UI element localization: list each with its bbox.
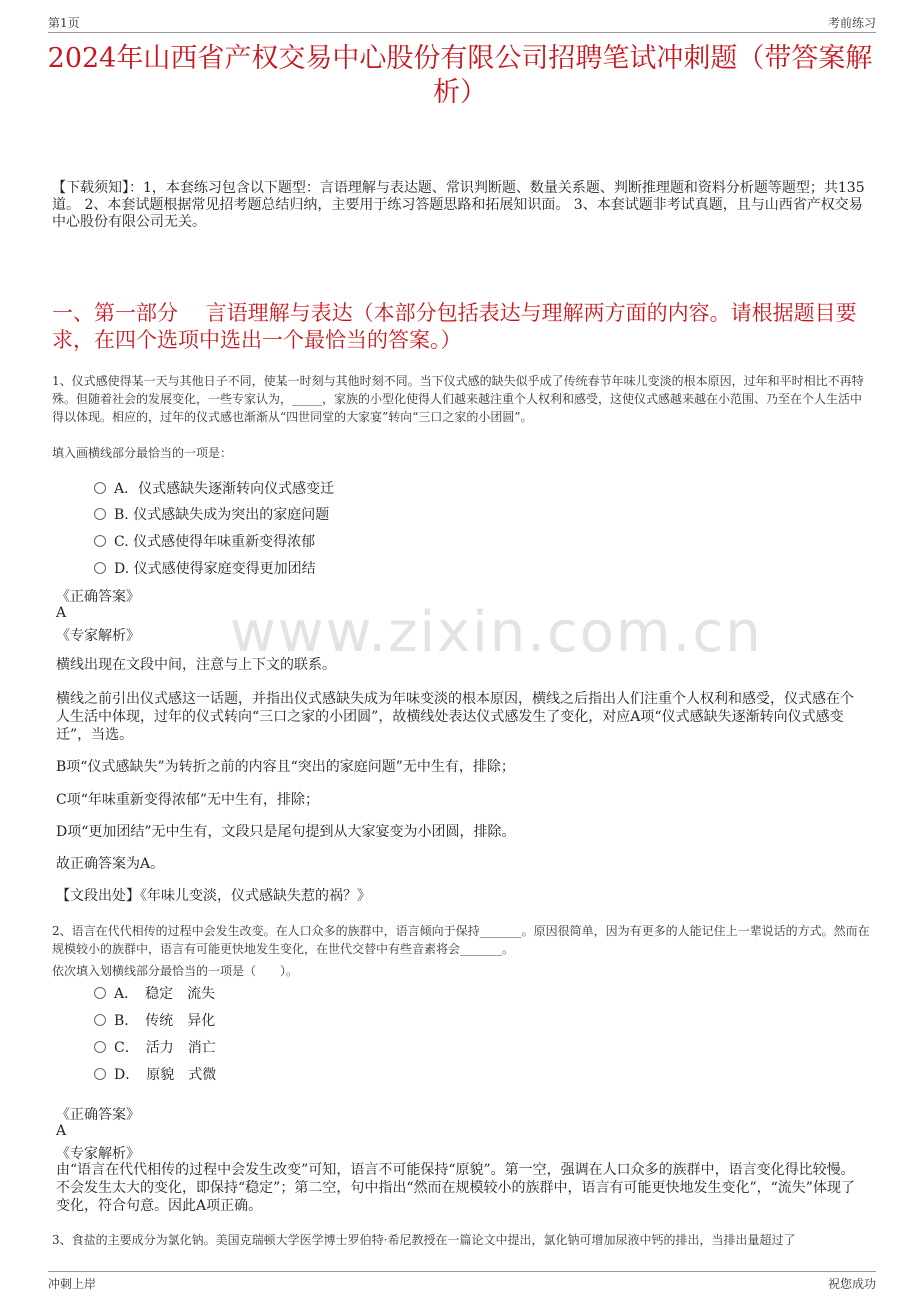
question-2-option-c[interactable]: C． 活力 消亡 (94, 1037, 216, 1057)
page-header (48, 12, 876, 33)
question-2-option-b[interactable]: B． 传统 异化 (94, 1010, 215, 1030)
radio-icon[interactable] (94, 535, 106, 547)
footer-left: 冲刺上岸 (48, 1277, 97, 1291)
question-2-option-a[interactable]: A． 稳定 流失 (94, 983, 215, 1003)
question-1-option-a[interactable]: A．仪式感缺失逐渐转向仪式感变迁 (94, 478, 334, 498)
analysis-paragraph: D项“更加团结”无中生有，文段只是尾句提到从大家宴变为小团圆，排除。 (56, 824, 516, 840)
section-title: 一、第一部分 言语理解与表达（本部分包括表达与理解两方面的内容。请根据题目要求，在四个选项中选出一个最恰当的答案。） (52, 301, 857, 352)
analysis-label: 《专家解析》 (56, 1146, 140, 1162)
header-label: 考前练习 (827, 16, 876, 30)
page-number: 第1页 (48, 16, 80, 30)
footer-right: 祝您成功 (827, 1277, 876, 1291)
analysis-paragraph: 横线之前引出仪式感这一话题，并指出仪式感缺失成为年味变淡的根本原因，横线之后指出人们注重个人权利和感受，仪式感在个人生活中体现，过年的仪式转向“三口之家的小团圆”，故横线处表达仪式感发生了变化，对应A项“仪式感缺失逐渐转向仪式感变迁”，当选。 (56, 691, 854, 743)
download-notice: 【下载须知】：1，本套练习包含以下题型：言语理解与表达题、常识判断题、数量关系题、判断推理题和资料分析题等题型；共135道。 2、本套试题根据常见招考题总结归纳，主要用于练习答题思路和拓展知识面。 3、本套试题非考试真题，且与山西省产权交易中心股份有限公司无关。 (52, 180, 865, 230)
analysis-paragraph: 横线出现在文段中间，注意与上下文的联系。 (56, 657, 336, 673)
document-title: 2024年山西省产权交易中心股份有限公司招聘笔试冲刺题（带答案解析） (47, 43, 873, 108)
question-2-prompt: 依次填入划横线部分最恰当的一项是（ ）。 (52, 964, 299, 978)
question-1-option-c[interactable]: C. 仪式感使得年味重新变得浓郁 (94, 531, 315, 551)
radio-icon[interactable] (94, 1014, 106, 1026)
analysis-label: 《专家解析》 (56, 628, 140, 644)
answer-value: A (56, 1123, 67, 1139)
question-1-option-b[interactable]: B. 仪式感缺失成为突出的家庭问题 (94, 504, 329, 524)
radio-icon[interactable] (94, 562, 106, 574)
analysis-paragraph: 故正确答案为A。 (56, 856, 165, 872)
question-3-text: 3、食盐的主要成分为氯化钠。美国克瑞顿大学医学博士罗伯特·希尼教授在一篇论文中提出，氯化钠可增加尿液中钙的排出，当排出量超过了 (52, 1233, 796, 1247)
radio-icon[interactable] (94, 508, 106, 520)
answer-label: 《正确答案》 (56, 589, 140, 605)
answer-value: A (56, 605, 67, 621)
question-1-option-d[interactable]: D. 仪式感使得家庭变得更加团结 (94, 558, 316, 578)
analysis-paragraph: C项“年味重新变得浓郁”无中生有，排除； (56, 792, 320, 808)
analysis-paragraph: B项“仪式感缺失”为转折之前的内容且“突出的家庭问题”无中生有，排除； (56, 759, 515, 775)
radio-icon[interactable] (94, 1068, 106, 1080)
analysis-paragraph: 由“语言在代代相传的过程中会发生改变”可知，语言不可能保持“原貌”。第一空，强调在人口众多的族群中，语言变化得比较慢。不会发生太大的变化，即保持“稳定”；第二空，句中指出“然而在规模较小的族群中，语言有可能更快地发生变化”，“流失”体现了变化，符合句意。因此A项正确。 (56, 1162, 855, 1214)
page-footer (48, 1271, 876, 1290)
radio-icon[interactable] (94, 482, 106, 494)
radio-icon[interactable] (94, 987, 106, 999)
radio-icon[interactable] (94, 1041, 106, 1053)
answer-label: 《正确答案》 (56, 1107, 140, 1123)
source-note: 【文段出处】《年味儿变淡，仪式感缺失惹的祸？》 (56, 888, 371, 904)
watermark: www.zixin.com.cn (230, 600, 763, 665)
question-1-text: 1、仪式感使得某一天与其他日子不同，使某一时刻与其他时刻不同。当下仪式感的缺失似乎成了传统春节年味儿变淡的根本原因，过年和平时相比不再特殊。但随着社会的发展变化，一些专家认为，_____，家族的小型化使得人们越来越注重个人权利和感受，这使仪式感越来越在小范围、乃至在个人生活中得以体现。相应的，过年的仪式感也渐渐从“四世同堂的大家宴”转向“三口之家的小团圆”。 (52, 374, 864, 424)
question-1-prompt: 填入画横线部分最恰当的一项是： (52, 446, 233, 460)
question-2-text: 2、语言在代代相传的过程中会发生改变。在人口众多的族群中，语言倾向于保持_______。原因很简单，因为有更多的人能记住上一辈说话的方式。然而在规模较小的族群中，语言有可能更快地发生变化，在世代交替中有些音素将会_______。 (52, 924, 870, 956)
question-2-option-d[interactable]: D． 原貌 式微 (94, 1064, 216, 1084)
